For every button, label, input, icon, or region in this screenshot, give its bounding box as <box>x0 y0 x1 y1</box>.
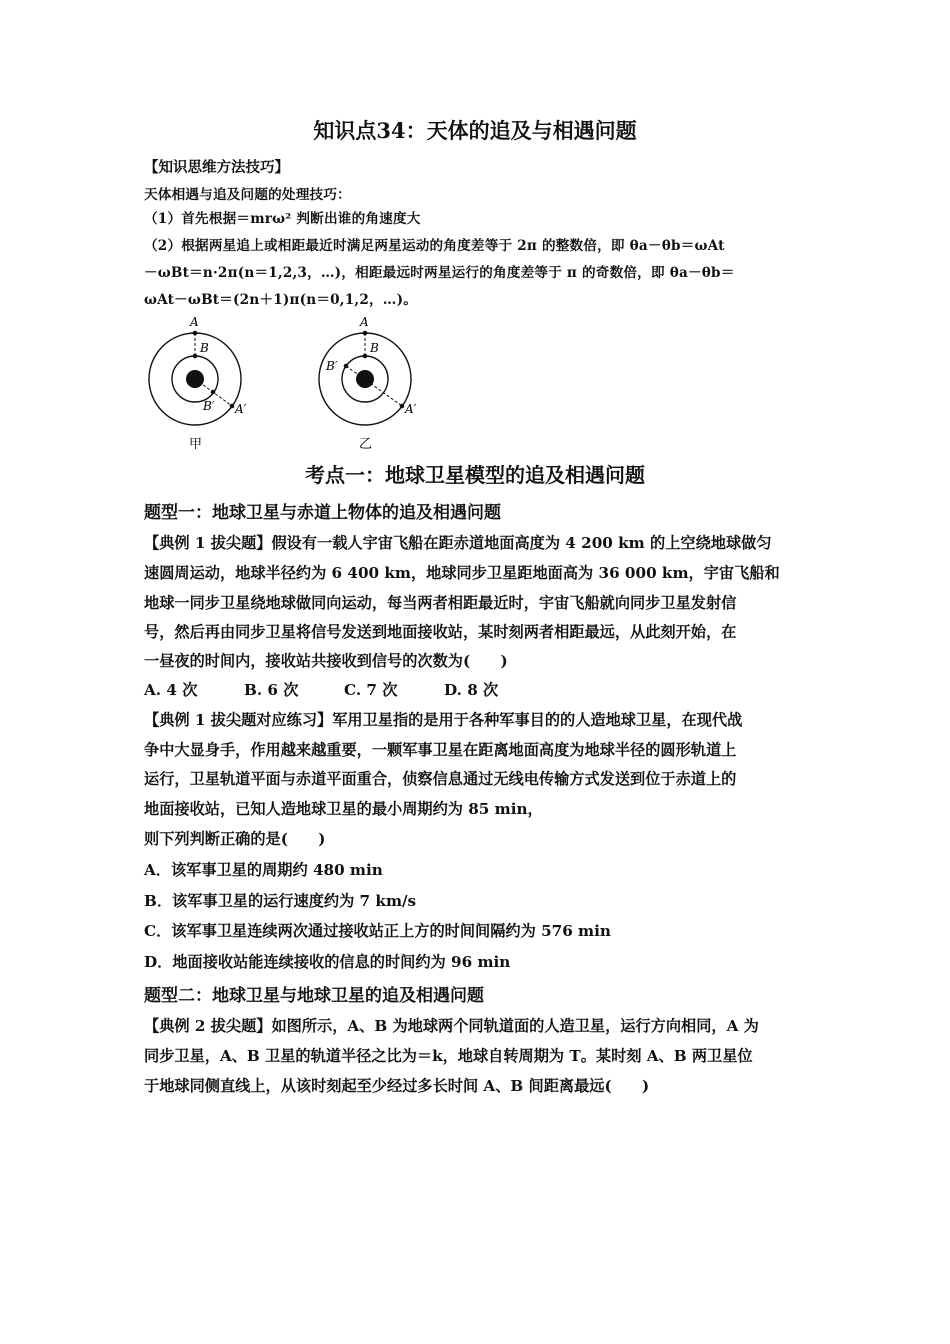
label-a: A <box>190 315 199 329</box>
example2-line: 同步卫星，A、B 卫星的轨道半径之比为＝k，地球自转周期为 T。某时刻 A、B 两卫星位 <box>144 1047 753 1065</box>
label-a: A <box>360 315 369 329</box>
example1-line: 一昼夜的时间内，接收站共接收到信号的次数为( ) <box>144 652 508 670</box>
practice-option-c: C．该军事卫星连续两次通过接收站正上方的时间间隔约为 576 min <box>144 922 611 940</box>
section-heading: 考点一：地球卫星模型的追及相遇问题 <box>305 463 645 487</box>
example1-line: 地球一同步卫星绕地球做同向运动，每当两者相距最近时，宇宙飞船就向同步卫星发射信 <box>144 594 737 612</box>
example1-line: 【典例 1 拔尖题】假设有一载人宇宙飞船在距赤道地面高度为 4 200 km 的上空绕地球做匀 <box>144 534 772 552</box>
practice-line: 运行，卫星轨道平面与赤道平面重合，侦察信息通过无线电传输方式发送到位于赤道上的 <box>144 770 737 788</box>
orbit-figure-yi <box>310 312 430 454</box>
type1-heading: 题型一：地球卫星与赤道上物体的追及相遇问题 <box>144 503 501 523</box>
figure-caption: 甲 <box>189 437 203 452</box>
example2-line: 于地球同侧直线上，从该时刻起至少经过多长时间 A、B 间距离最远( ) <box>144 1077 650 1095</box>
practice-line: 【典例 1 拔尖题对应练习】军用卫星指的是用于各种军事目的的人造地球卫星，在现代战 <box>144 711 743 729</box>
example1-option-d: D. 8 次 <box>444 681 499 699</box>
method-line: （1）首先根据＝mrω² 判断出谁的角速度大 <box>144 211 421 227</box>
label-a-prime: A′ <box>405 402 417 416</box>
figure-caption: 乙 <box>359 437 373 452</box>
label-b-prime: B′ <box>326 359 338 373</box>
label-b: B <box>200 341 209 355</box>
example1-option-a: A. 4 次 <box>144 681 198 699</box>
practice-option-d: D．地面接收站能连续接收的信息的时间约为 96 min <box>144 953 511 971</box>
method-line: （2）根据两星追上或相距最近时满足两星运动的角度差等于 2π 的整数倍，即 θa－θb＝ωAt <box>144 238 725 254</box>
label-b: B <box>370 341 379 355</box>
practice-line: 争中大显身手，作用越来越重要，一颗军事卫星在距离地面高度为地球半径的圆形轨道上 <box>144 741 737 759</box>
example1-option-c: C. 7 次 <box>344 681 398 699</box>
method-line: －ωBt＝n·2π(n＝1,2,3，…)，相距最远时两星运行的角度差等于 π 的奇数倍，即 θa－θb＝ <box>144 265 735 281</box>
label-b-prime: B′ <box>203 399 215 413</box>
practice-option-a: A．该军事卫星的周期约 480 min <box>144 861 383 879</box>
example1-line: 号，然后再由同步卫星将信号发送到地面接收站，某时刻两者相距最远，从此刻开始，在 <box>144 623 737 641</box>
type2-heading: 题型二：地球卫星与地球卫星的追及相遇问题 <box>144 986 484 1006</box>
method-line: 天体相遇与追及问题的处理技巧： <box>144 187 351 203</box>
practice-option-b: B．该军事卫星的运行速度约为 7 km/s <box>144 892 417 910</box>
method-line: ωAt－ωBt＝(2n＋1)π(n＝0,1,2，…)。 <box>144 292 417 308</box>
practice-line: 则下列判断正确的是( ) <box>144 830 326 848</box>
practice-line: 地面接收站，已知人造地球卫星的最小周期约为 85 min， <box>144 800 543 818</box>
orbit-figure-jia <box>140 312 260 454</box>
page-title: 知识点34：天体的追及与相遇问题 <box>313 118 637 143</box>
method-heading: 【知识思维方法技巧】 <box>144 159 289 176</box>
example1-option-b: B. 6 次 <box>244 681 299 699</box>
example1-line: 速圆周运动，地球半径约为 6 400 km，地球同步卫星距地面高为 36 000 km，宇宙飞船和 <box>144 564 780 582</box>
label-a-prime: A′ <box>235 402 247 416</box>
example2-line: 【典例 2 拔尖题】如图所示，A、B 为地球两个同轨道面的人造卫星，运行方向相同，A 为 <box>144 1017 759 1035</box>
